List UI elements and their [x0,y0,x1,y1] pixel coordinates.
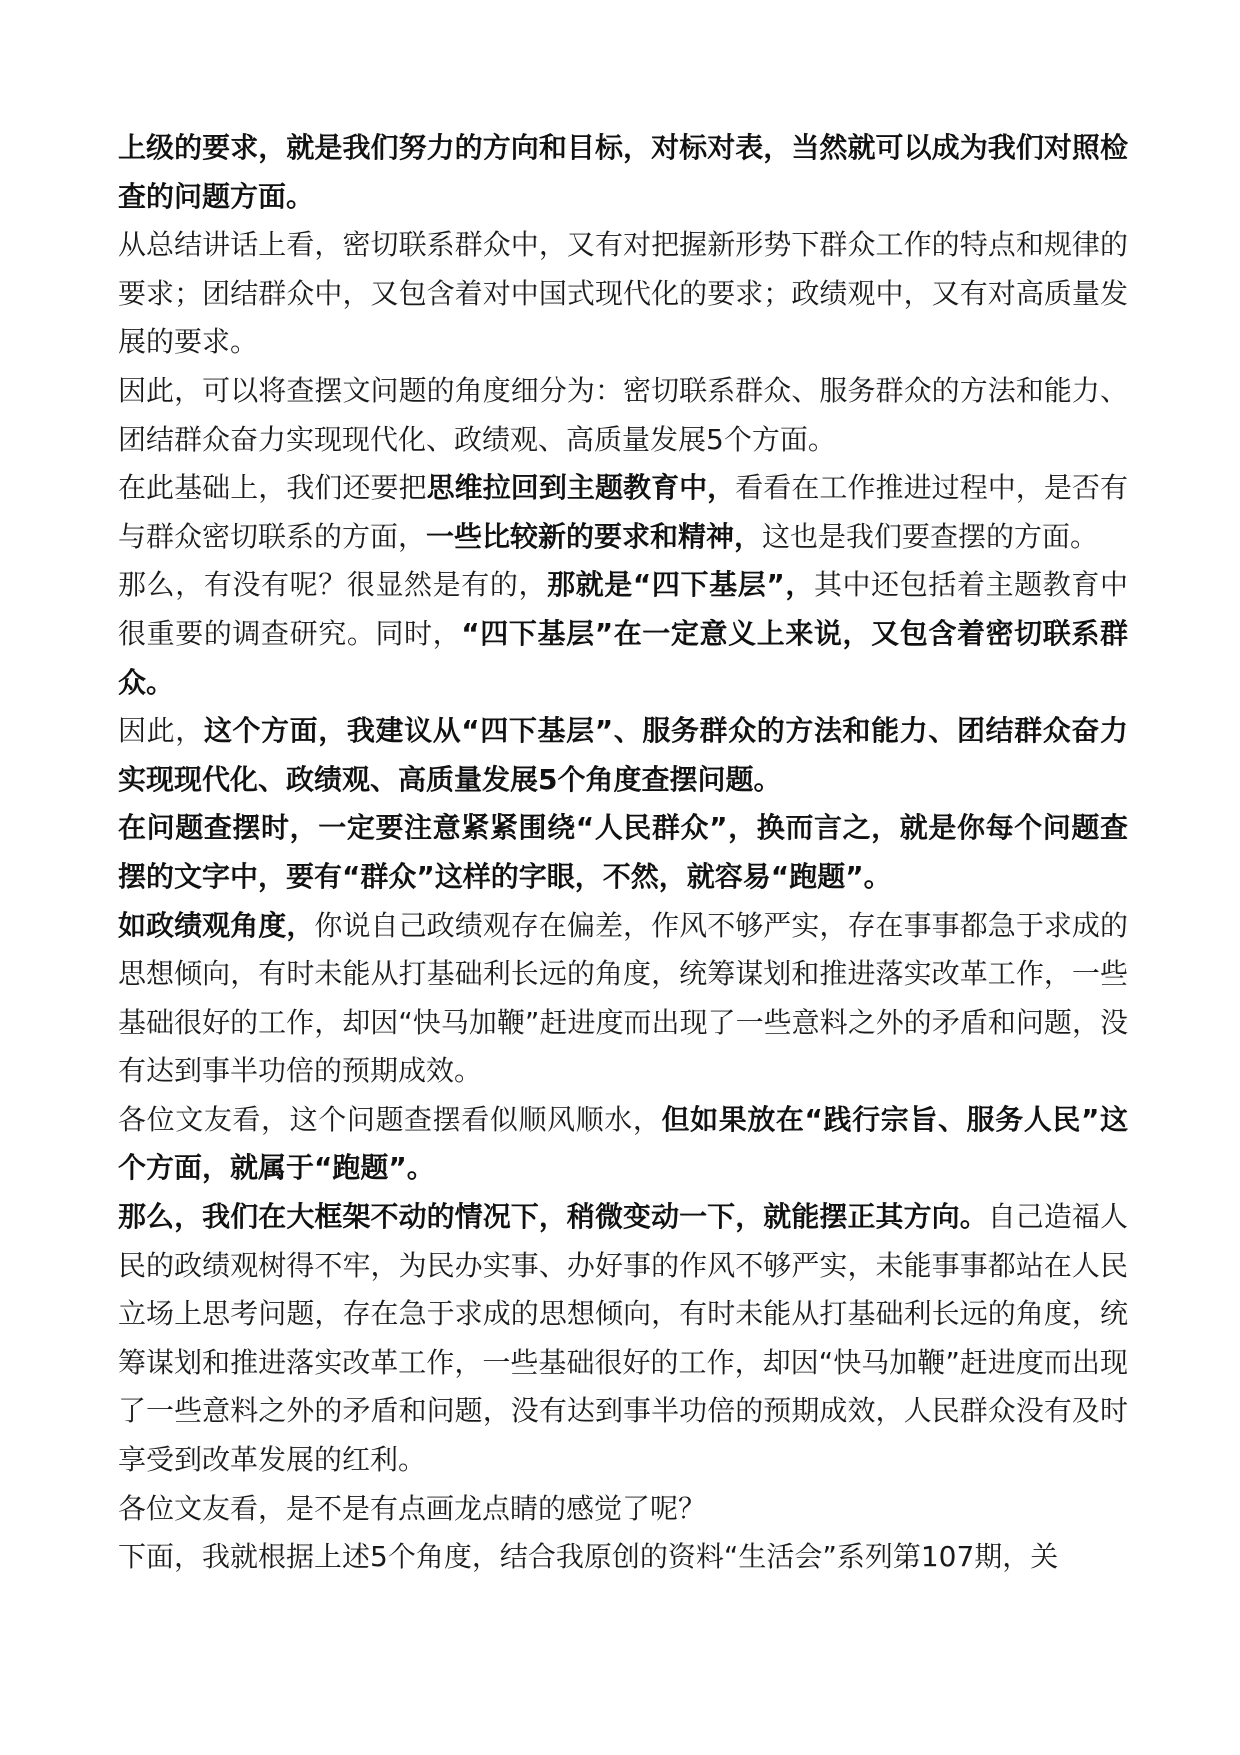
text-run: 如政绩观角度， [118,908,315,942]
paragraph-4 [118,464,1128,561]
text-run: 自己造福人民的政绩观树得不牢，为民办实事、办好事的作风不够严实，未能事事都站在人民立场上思考问题，存在急于求成的思想倾向，有时未能从打基础利长远的角度，统筹谋划和推进落实改革工作，一些基础很好的工作，却因“快马加鞭”赶进度而出现了一些意料之外的矛盾和问题，没有达到事半功倍的预期成效，人民群众没有及时享受到改革发展的红利。 [118,1200,1128,1477]
text-run: “四下基层”在一定意义上来说，又包含着密切联系群众。 [118,616,1128,699]
text-run: 一些比较新的要求和精神， [426,519,763,553]
text-run: 各位文友看，是不是有点画龙点睛的感觉了呢？ [118,1491,707,1525]
paragraph-3 [118,367,1128,464]
text-run: 因此， [118,714,204,748]
text-run: 其中还包括着主题教育中很重要的调查研究。同时， [118,568,1128,650]
text-run: 这也是我们要查摆的方面。 [762,519,1099,553]
text-run: 从总结讲话上看，密切联系群众中，又有对把握新形势下群众工作的特点和规律的要求；团结群众中，又包含着对中国式现代化的要求；政绩观中，又有对高质量发展的要求。 [118,228,1128,359]
text-run: 你说自己政绩观存在偏差，作风不够严实，存在事事都急于求成的思想倾向，有时未能从打基础利长远的角度，统筹谋划和推进落实改革工作，一些基础很好的工作，却因“快马加鞭”赶进度而出现了一些意料之外的矛盾和问题，没有达到事半功倍的预期成效。 [118,908,1128,1088]
text-run: 思维拉回到主题教育中， [426,471,736,505]
paragraph-12 [118,1533,1128,1582]
text-run: 看看在工作推进过程中，是否有与群众密切联系的方面， [118,471,1128,553]
paragraph-8 [118,902,1128,1096]
paragraph-5 [118,561,1128,707]
paragraph-10 [118,1193,1128,1485]
paragraph-11 [118,1485,1128,1534]
text-run: 那就是“四下基层”， [547,568,814,602]
document-body [118,124,1128,1582]
text-run: 那么，有没有呢？很显然是有的， [118,568,548,602]
text-run: 但如果放在“践行宗旨、服务人民”这个方面，就属于“跑题”。 [118,1102,1128,1185]
text-run: 那么，我们在大框架不动的情况下，稍微变动一下，就能摆正其方向。 [118,1200,988,1234]
text-run: 上级的要求，就是我们努力的方向和目标，对标对表，当然就可以成为我们对照检查的问题方面。 [118,131,1128,213]
text-run: 在问题查摆时，一定要注意紧紧围绕“人民群众”，换而言之，就是你每个问题查摆的文字中，要有“群众”这样的字眼，不然，就容易“跑题”。 [118,811,1128,893]
paragraph-9 [118,1096,1128,1193]
text-run: 各位文友看，这个问题查摆看似顺风顺水， [118,1102,662,1136]
text-run: 下面，我就根据上述5个角度，结合我原创的资料“生活会”系列第107期，关 [118,1540,1059,1574]
paragraph-6 [118,707,1128,804]
paragraph-7 [118,804,1128,901]
text-run: 在此基础上，我们还要把 [118,471,427,505]
text-run: 这个方面，我建议从“四下基层”、服务群众的方法和能力、团结群众奋力实现现代化、政绩观、高质量发展5个角度查摆问题。 [118,714,1128,796]
text-run: 因此，可以将查摆文问题的角度细分为：密切联系群众、服务群众的方法和能力、团结群众奋力实现现代化、政绩观、高质量发展5个方面。 [118,373,1128,456]
paragraph-2 [118,221,1128,367]
paragraph-1 [118,124,1128,221]
